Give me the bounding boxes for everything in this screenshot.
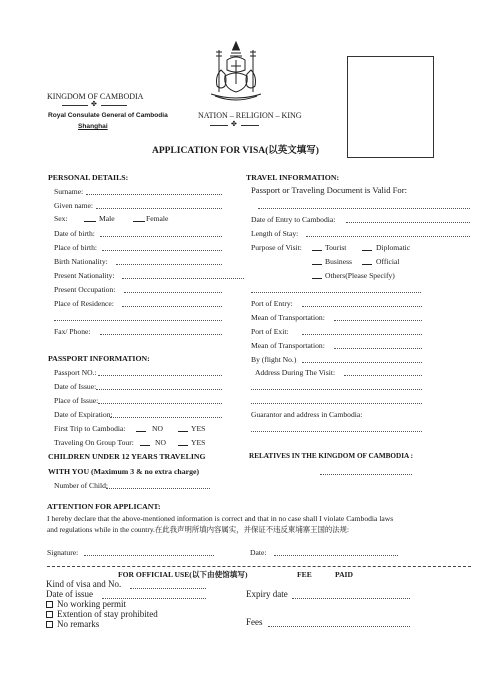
surname-label: Surname: (54, 187, 84, 196)
passport-heading: PASSPORT INFORMATION: (48, 354, 150, 363)
flight-label: By (flight No.) (251, 355, 297, 364)
female-checkbox[interactable] (133, 221, 145, 222)
no-remarks-row[interactable] (46, 619, 99, 629)
guarantor-label: Guarantor and address in Cambodia: (251, 410, 363, 419)
date-label: Date: (250, 548, 267, 557)
form-title: APPLICATION FOR VISA(以英文填写) (152, 146, 319, 156)
cut-line (47, 566, 471, 567)
valid-for-input[interactable] (258, 208, 470, 209)
date-input[interactable] (274, 555, 398, 556)
official-checkbox[interactable] (362, 264, 372, 265)
motto: NATION – RELIGION – KING (198, 111, 302, 120)
address-label: Address During The Visit: (255, 368, 336, 377)
address-input-line3[interactable] (251, 403, 422, 404)
surname-input[interactable] (86, 194, 222, 195)
first-trip-yes-label: YES (191, 424, 206, 433)
first-trip-label: First Trip to Cambodia: (54, 424, 126, 433)
dob-input[interactable] (100, 236, 222, 237)
fees-label: Fees (246, 617, 263, 627)
first-trip-no-label: NO (152, 424, 163, 433)
port-exit-input[interactable] (302, 334, 422, 335)
port-entry-label: Port of Entry: (251, 299, 293, 308)
dob-label: Date of birth: (54, 229, 95, 238)
port-entry-input[interactable] (302, 306, 422, 307)
occupation-input[interactable] (124, 292, 222, 293)
address-input-line2[interactable] (251, 389, 422, 390)
guarantor-input[interactable] (251, 431, 422, 432)
place-issue-input[interactable] (98, 403, 222, 404)
attention-heading: ATTENTION FOR APPLICANT: (47, 502, 161, 511)
child-number-input[interactable] (106, 488, 210, 489)
fees-input[interactable] (268, 626, 410, 627)
declaration-line-1: I hereby declare that the above-mentioned information is correct and that in no case shall I violate Cambodia laws (47, 514, 394, 523)
diplomatic-checkbox[interactable] (362, 250, 372, 251)
group-tour-no-checkbox[interactable] (140, 445, 150, 446)
signature-input[interactable] (84, 555, 214, 556)
no-remarks-checkbox[interactable] (46, 621, 53, 628)
personal-heading: PERSONAL DETAILS: (48, 173, 129, 182)
residence-input-line2[interactable] (54, 320, 222, 321)
group-tour-label: Traveling On Group Tour: (54, 438, 134, 447)
official-date-issue-label: Date of issue (46, 589, 93, 599)
kind-input[interactable] (130, 588, 206, 589)
expiry-label: Expiry date (246, 589, 288, 599)
divider (101, 105, 127, 106)
birth-nationality-label: Birth Nationality: (54, 257, 108, 266)
business-label: Business (325, 257, 353, 266)
date-issue-label: Date of Issue: (54, 382, 97, 391)
no-remarks-label: No remarks (57, 619, 100, 629)
extention-checkbox[interactable] (46, 611, 53, 618)
declaration-line-2: and regulations while in the country.在此我声明所填内容属实，并保证不违反柬埔寨王国的法规: (47, 525, 350, 534)
mean-transport-label: Mean of Transportation: (251, 313, 325, 322)
relatives-heading: RELATIVES IN THE KINGDOM OF CAMBODIA : (249, 452, 413, 460)
first-trip-no-checkbox[interactable] (136, 431, 146, 432)
present-nationality-input[interactable] (122, 278, 244, 279)
male-checkbox[interactable] (84, 221, 96, 222)
no-permit-checkbox[interactable] (46, 601, 53, 608)
photo-box (347, 56, 434, 158)
group-tour-yes-label: YES (191, 438, 206, 447)
length-stay-input[interactable] (306, 236, 470, 237)
fax-phone-input[interactable] (100, 334, 222, 335)
present-nationality-label: Present Nationality: (54, 271, 115, 280)
female-label: Female (146, 214, 169, 223)
tourist-label: Tourist (325, 243, 347, 252)
expiration-label: Date of Expiration: (54, 410, 113, 419)
mean-transport-2-label: Mean of Transportation: (251, 341, 325, 350)
ornament-icon: ✤ (91, 100, 97, 108)
expiry-input[interactable] (292, 598, 410, 599)
children-heading: CHILDREN UNDER 12 YEARS TRAVELING (48, 452, 206, 461)
occupation-label: Present Occupation: (54, 285, 116, 294)
valid-for-label: Passport or Traveling Document is Valid For: (251, 185, 407, 195)
male-label: Male (99, 214, 115, 223)
given-name-input[interactable] (96, 208, 222, 209)
others-checkbox[interactable] (312, 278, 322, 279)
birth-nationality-input[interactable] (116, 264, 222, 265)
fax-phone-label: Fax/ Phone: (54, 327, 91, 336)
first-trip-yes-checkbox[interactable] (178, 431, 188, 432)
passport-number-input[interactable] (98, 375, 222, 376)
passport-number-label: Passport NO.: (54, 368, 97, 377)
ornament-icon: ✤ (231, 120, 237, 128)
residence-input[interactable] (122, 306, 222, 307)
kind-label: Kind of visa and No. (46, 579, 122, 589)
purpose-label: Purpose of Visit: (251, 243, 302, 252)
group-tour-no-label: NO (155, 438, 166, 447)
extention-row[interactable] (46, 609, 158, 619)
address-input[interactable] (344, 375, 422, 376)
mean-transport-input[interactable] (334, 320, 422, 321)
pob-label: Place of birth: (54, 243, 98, 252)
divider (62, 105, 88, 106)
sex-label: Sex: (54, 214, 68, 223)
paid-label: PAID (335, 570, 353, 579)
consulate-name: Royal Consulate General of Cambodia (48, 112, 168, 119)
child-number-label: Number of Child: (54, 481, 108, 490)
official-label: Official (376, 257, 400, 266)
kingdom-title: KINGDOM OF CAMBODIA (47, 92, 144, 101)
others-input[interactable] (251, 292, 421, 293)
official-heading: FOR OFFICIAL USE(以下由使馆填写) (118, 570, 248, 579)
consulate-city: Shanghai (78, 123, 108, 130)
signature-label: Signature: (47, 548, 79, 557)
date-issue-input[interactable] (96, 389, 222, 390)
tourist-checkbox[interactable] (312, 250, 322, 251)
fee-label: FEE (297, 570, 312, 579)
group-tour-yes-checkbox[interactable] (178, 445, 188, 446)
entry-date-label: Date of Entry to Cambodia: (251, 215, 336, 224)
pob-input[interactable] (102, 250, 222, 251)
divider (210, 125, 228, 126)
mean-transport-2-input[interactable] (334, 348, 422, 349)
extention-label: Extention of stay prohibited (57, 609, 158, 619)
business-checkbox[interactable] (312, 264, 322, 265)
travel-heading: TRAVEL INFORMATION: (246, 173, 340, 182)
royal-emblem-icon (205, 40, 267, 104)
divider (241, 125, 259, 126)
entry-date-input[interactable] (346, 222, 470, 223)
given-name-label: Given name: (54, 201, 94, 210)
relatives-input[interactable] (320, 474, 412, 475)
no-permit-row[interactable] (46, 599, 126, 609)
length-stay-label: Length of Stay: (251, 229, 299, 238)
diplomatic-label: Diplomatic (376, 243, 411, 252)
flight-input[interactable] (302, 362, 422, 363)
children-heading-2: WITH YOU (Maximum 3 & no extra charge) (48, 467, 200, 476)
expiration-input[interactable] (110, 417, 222, 418)
others-label: Others(Please Specify) (325, 271, 395, 280)
residence-label: Place of Residence: (54, 299, 114, 308)
port-exit-label: Port of Exit: (251, 327, 289, 336)
place-issue-label: Place of Issue: (54, 396, 99, 405)
no-permit-label: No working permit (57, 599, 126, 609)
